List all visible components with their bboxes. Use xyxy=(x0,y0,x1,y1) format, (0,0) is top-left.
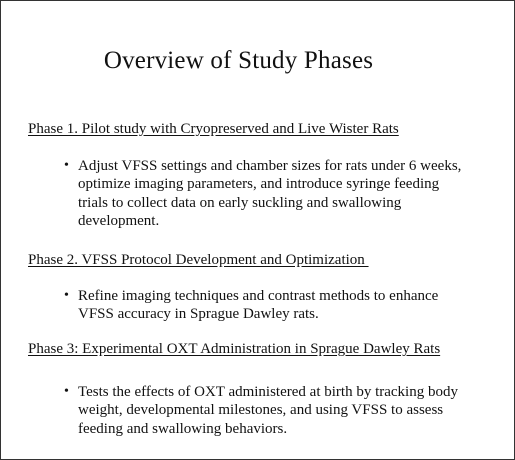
phase-1-heading: Phase 1. Pilot study with Cryopreserved and Live Wister Rats xyxy=(28,121,399,137)
phase-2-heading: Phase 2. VFSS Protocol Development and Optimization xyxy=(28,252,369,268)
slide-title: Overview of Study Phases xyxy=(103,47,374,74)
phase-1-bullet-text: Adjust VFSS settings and chamber sizes for rats under 6 weeks, optimize imaging parameters, and introduce syringe feeding trials to collect data on early suckling and swallowing development. xyxy=(78,158,462,229)
bullet-icon: • xyxy=(64,158,69,173)
phase-2-bullet-text: Refine imaging techniques and contrast methods to enhance VFSS accuracy in Sprague Dawley rats. xyxy=(78,288,439,323)
bullet-icon: • xyxy=(64,384,69,399)
phase-2-bullet xyxy=(64,287,464,324)
bullet-icon: • xyxy=(64,288,69,303)
phase-3-heading: Phase 3: Experimental OXT Administration in Sprague Dawley Rats xyxy=(28,341,441,357)
phase-1-bullet xyxy=(64,157,464,230)
phase-3-bullet xyxy=(64,383,464,438)
phase-3-bullet-text: Tests the effects of OXT administered at birth by tracking body weight, developmental milestones, and using VFSS to assess feeding and swallowing behaviors. xyxy=(78,384,458,437)
